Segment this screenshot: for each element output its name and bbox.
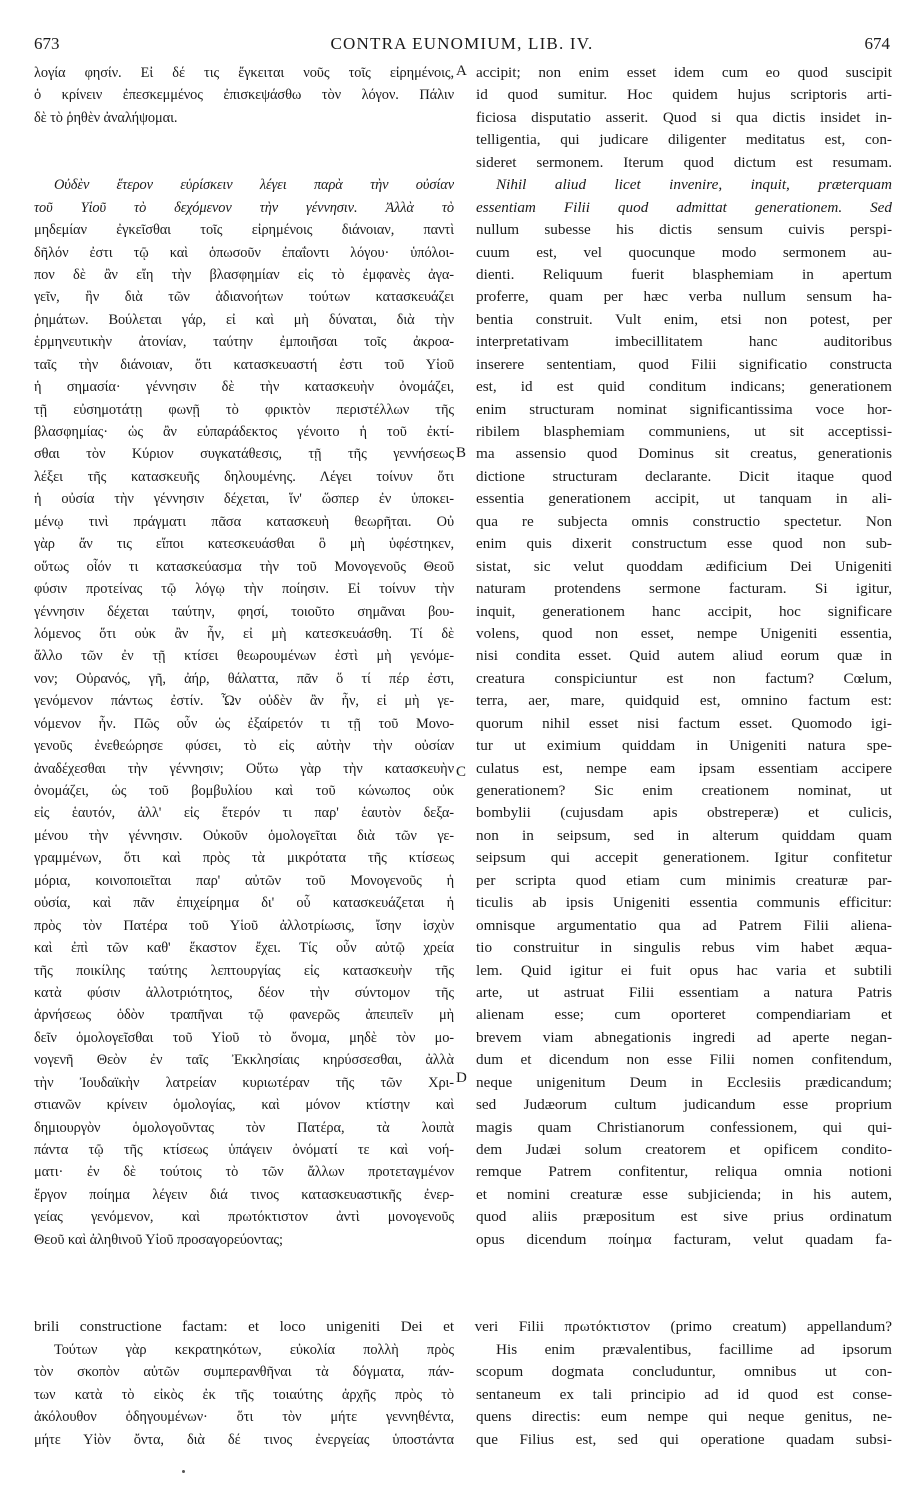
latin-text-line: non in seipsum, sed in alterum quiddam quam bbox=[476, 826, 892, 844]
greek-text-line: τὴν Ἰουδαϊκὴν λατρείαν κυριωτέραν τῆς τῶν Χρι- bbox=[34, 1074, 454, 1091]
latin-text-line: inquit, generationem hanc accipit, hoc significare bbox=[476, 602, 892, 620]
greek-text-line: λέξει τῆς κατασκευῆς δηλουμένης. Λέγει τοίνυν ὅτι bbox=[34, 468, 454, 485]
latin-text-line: id quod sumitur. Hoc quidem hujus scriptoris arti- bbox=[476, 86, 892, 104]
latin-text-line: essentia generationem accipit, ut tanquam in ali- bbox=[476, 490, 892, 508]
latin-text-line: nullum subesse his dictis sensum cuivis perspi- bbox=[476, 221, 892, 239]
latin-text-line: tio construitur in singulis rebus vim habet æqua- bbox=[476, 939, 892, 957]
latin-text-line: cuum est, vel quocunque modo sermonem au- bbox=[476, 243, 892, 261]
greek-text-line: ὀνομάζει, ὡς τοῦ βομβυλίου καὶ τοῦ κώνωπος οὐκ bbox=[34, 783, 454, 799]
latin-text-line: scopum dogmata concluduntur, omnibus ut con- bbox=[476, 1363, 892, 1381]
latin-text-line: ribilem blasphemiam communiens, ut sit acceptissi- bbox=[476, 423, 892, 440]
greek-text-line: γενόμενον πάντως ἐστίν. Ὧν οὐδὲν ἂν ἦν, εἰ μὴ γε- bbox=[34, 693, 454, 710]
greek-text-line: τῇ εὐσημοτάτῃ φωνῇ τὸ φρικτὸν περιστέλλων τῆς bbox=[34, 401, 454, 418]
latin-text-line: seipsum qui accepit generationem. Igitur confitetur bbox=[476, 849, 892, 867]
latin-text-line: essentiam Filii quod admittat generationem. Sed bbox=[476, 198, 892, 216]
greek-text-line: ταῖς τὴν διάνοιαν, ὅτι κατασκευαστή ἐστι τοῦ Υἱοῦ bbox=[34, 356, 454, 373]
greek-text-line: γεῖν, ἣν διὰ τῶν ἀδιανοήτων τούτων κατασκευάζει bbox=[34, 289, 454, 306]
latin-text-line: telligentia, qui judicare diligenter meditatus est, con- bbox=[476, 131, 892, 149]
greek-text-line: ματι· ἐν δὲ τούτοις τὸ τῶν ἄλλων προτεταγμένον bbox=[34, 1164, 454, 1181]
greek-text-line: φύσιν προτείνας τῷ λόγῳ τὴν ποίησιν. Εἰ τοίνυν τὴν bbox=[34, 581, 454, 598]
latin-text-line: accipit; non enim esset idem cum eo quod suscipit bbox=[476, 64, 892, 81]
greek-text-line: γραμμένων, ὅτι καὶ πρὸς τὰ μικρότατα τῆς κτίσεως bbox=[34, 850, 454, 867]
greek-text-line: γενοῦς ἐνεθεώρησε φύσει, τὸ εἰς αὐτὴν τὴν οὐσίαν bbox=[34, 738, 454, 755]
latin-text-line: inserere sententiam, quod Filii significatio constructa bbox=[476, 355, 892, 373]
latin-text-line: omnisque argumentatio qua ad Patrem Filii aliena- bbox=[476, 916, 892, 934]
greek-text-line: τοῦ Υἱοῦ τὸ δεχόμενον τὴν γέννησιν. Ἀλλὰ τὸ bbox=[34, 199, 454, 216]
greek-text-line: γέννησιν δέχεται ταύτην, φησί, τοιοῦτο σημᾶναι βου- bbox=[34, 603, 454, 620]
greek-text-line: ἀναδέχεσθαι τὴν γέννησιν; Οὕτω γὰρ τὴν κατασκευὴν bbox=[34, 760, 454, 777]
latin-text-line: que Filius est, sed qui operatione quadam subsi- bbox=[476, 1430, 892, 1448]
right-page-number: 674 bbox=[864, 34, 890, 53]
latin-text-line: sideret sermonem. Iterum quod dictum est resumam. bbox=[476, 153, 892, 171]
latin-text-line: terra, aer, mare, quidquid est, omnino factum est: bbox=[476, 692, 892, 710]
latin-text-line: neque unigenitum Deum in Ecclesiis prædicandum; bbox=[476, 1073, 892, 1091]
section-marker-d: D bbox=[456, 1070, 467, 1086]
latin-text-line: ticulis ab ipsis Unigeniti essentia communis efficitur: bbox=[476, 894, 892, 912]
latin-text-line: enim structuram nominat significantissima voce hor- bbox=[476, 400, 892, 418]
greek-text-line: γείας γενόμενον, καὶ πρωτόκτιστον ἀντὶ μονογενοῦς bbox=[34, 1209, 454, 1226]
greek-text-line: Θεοῦ καὶ ἀληθινοῦ Υἱοῦ προσαγορεύοντας; bbox=[34, 1231, 283, 1248]
greek-text-line: κατὰ φύσιν ἀλλοτριότητος, δέον τὴν σύντομον τῆς bbox=[34, 984, 454, 1001]
greek-text-line: πον δὲ ἂν εἴη τὴν βλασφημίαν εἰς τὸ ἐμφανὲς ἀγα- bbox=[34, 266, 454, 283]
latin-text-line: lem. Quid igitur ei fuit opus hac varia et subtili bbox=[476, 961, 892, 979]
greek-text-line: των κατὰ τὸ εἰκὸς ἐκ τῆς τοιαύτης ἀρχῆς πρὸς τὸ bbox=[34, 1386, 454, 1403]
latin-text-line: interpretativam imbecillitatem hanc auditoribus bbox=[476, 333, 892, 351]
latin-bottom-paragraph bbox=[476, 1339, 892, 1451]
greek-text-line: ῥημάτων. Βούλεται γάρ, εἰ καὶ μὴ δύναται, διὰ τὴν bbox=[34, 311, 454, 328]
greek-text-line: ὁ κρίνειν ἐπεσκεμμένος ἐπισκεψάσθω τὸν λόγον. Πάλιν bbox=[34, 87, 454, 104]
latin-text-line: est, id est quid conditum indicans; generationem bbox=[476, 378, 892, 396]
greek-text-line: Τούτων γὰρ κεκρατηκότων, εὐκολία πολλὴ πρὸς bbox=[54, 1342, 454, 1358]
greek-text-line: δῆλόν ἐστι τῷ καὶ ὁπωσοῦν ἐπαΐοντι λόγου· ὑπόλοι- bbox=[34, 244, 454, 261]
latin-text-line: ficiosa disputatio asserit. Quod si qua dictis insidet in- bbox=[476, 108, 892, 126]
greek-text-line: τὸν σκοπὸν αὐτῶν συμπερανθῆναι τὰ δόγματα, πάν- bbox=[34, 1364, 454, 1381]
latin-text-line: qua re subjecta omnis constructio spectetur. Non bbox=[476, 512, 892, 530]
greek-text-line: πάντα τῷ τῆς κτίσεως ὑπάγειν ὀνόματί τε καὶ νοή- bbox=[34, 1142, 454, 1158]
latin-text-line: dienti. Reliquum fuerit blasphemiam in apertum bbox=[476, 265, 892, 283]
greek-text-line: μόρια, κοινοποιεῖται παρ' αὐτῶν τοῦ Μονογενοῦς ἡ bbox=[34, 872, 454, 889]
greek-text-line: πρὸς τὸν Πατέρα τοῦ Υἱοῦ ἀλλοτρίωσις, ἴσην ἰσχὺν bbox=[34, 917, 454, 934]
greek-text-line: νον; Οὐρανός, γῆ, ἀήρ, θάλαττα, πᾶν ὅ τί πέρ ἐστι, bbox=[34, 670, 454, 687]
running-title: CONTRA EUNOMIUM, LIB. IV. bbox=[330, 34, 594, 53]
print-speck bbox=[182, 1470, 185, 1473]
latin-text-line: alienam esse; cum oporteret compendiariam et bbox=[476, 1006, 892, 1024]
greek-text-line: δὲ τὸ ῥηθὲν ἀναλήψομαι. bbox=[34, 109, 178, 126]
greek-text-column bbox=[34, 62, 454, 1251]
latin-text-line: volens, quod non esset, nempe Unigeniti essentia, bbox=[476, 624, 892, 642]
greek-text-line: δεῖν ὁμολογεῖσθαι τοῦ Υἱοῦ τὸ ὄνομα, μηδὲ τὸν μο- bbox=[34, 1029, 454, 1046]
latin-text-line: magis quam Christianorum confessionem, qui qui- bbox=[476, 1118, 892, 1136]
latin-text-line: dum et dicendum non esse Filii nomen confitendum, bbox=[476, 1051, 892, 1069]
latin-text-line: remque Patrem confitentur, reliqua omnia notioni bbox=[476, 1163, 892, 1181]
latin-text-line: quod aliis præpositum est sive prius ordinatum bbox=[476, 1208, 892, 1226]
latin-text-line: et nomini creaturæ esse subjicienda; in his autem, bbox=[476, 1185, 892, 1203]
section-marker-a: A bbox=[456, 63, 467, 79]
greek-text-line: Οὐδὲν ἕτερον εὑρίσκειν λέγει παρὰ τὴν οὐσίαν bbox=[54, 177, 454, 194]
greek-text-line: μένου τὴν γέννησιν. Οὐκοῦν ὁμολογεῖται διὰ τῶν γε- bbox=[34, 827, 454, 844]
latin-text-line: generationem? Sic enim creationem nominat, ut bbox=[476, 782, 892, 799]
greek-text-line: ἀρνήσεως ὁδὸν τραπῆναι τῷ φανερῶς ἀπειπεῖν μὴ bbox=[34, 1007, 454, 1024]
greek-text-line: τῆς ποικίλης ταύτης λεπτουργίας εἰς κατασκευὴν τῆς bbox=[34, 962, 454, 979]
greek-text-line: δημιουργὸν ὁμολογοῦντας τὸν Πατέρα, τὰ λοιπὰ bbox=[34, 1119, 454, 1136]
greek-text-line: σθαι τὸν Κύριον συγκατάθεσις, τῇ τῆς γεννήσεως bbox=[34, 446, 454, 463]
greek-text-line: μένῳ τινὶ πράγματι πᾶσα κατασκευὴ θεωρῆται. Οὐ bbox=[34, 513, 454, 530]
greek-text-line: νόμενον ἦν. Πῶς οὖν ὡς ἐξαίρετόν τι τῇ τοῦ Μονο- bbox=[34, 715, 454, 732]
greek-bottom-paragraph bbox=[34, 1339, 454, 1451]
latin-text-line: sistat, sic velut quoddam ædificium Dei Unigeniti bbox=[476, 557, 892, 575]
latin-text-line: nisi condita esset. Quid autem aliud eorum quæ in bbox=[476, 647, 892, 665]
latin-text-line: enim quis dixerit constructum esse quod non sub- bbox=[476, 535, 892, 553]
latin-text-line: bombylii (cujusdam apis obstreperæ) et culicis, bbox=[476, 804, 892, 822]
latin-text-line: bentia construit. Vult enim, etsi non potest, per bbox=[476, 310, 892, 328]
greek-text-line: νογενῆ Θεὸν ἐν ταῖς Ἐκκλησίαις κηρύσσεσθαι, ἀλλὰ bbox=[34, 1052, 454, 1069]
greek-text-line: οὐσία, καὶ πᾶν ἐπιχείρημα δι' οὗ κατασκευάζεται ἡ bbox=[34, 895, 454, 912]
latin-text-line: sed Judæorum cultum judicandum esse proprium bbox=[476, 1096, 892, 1114]
greek-text-line: καὶ ἐπὶ τῶν καθ' ἕκαστον ἔχει. Τίς οὖν αὐτῷ χρεία bbox=[34, 940, 454, 957]
greek-text-line: γὰρ ἄν τις εἴποι κατεσκευάσθαι ὃ μὴ ὑφέστηκεν, bbox=[34, 536, 454, 553]
greek-text-line: ἄλλο τῶν ἐν τῇ κτίσει θεωρουμένων ἐστὶ μὴ γενόμε- bbox=[34, 648, 454, 665]
greek-text-line: ἀκόλουθον ὁδηγουμένων· ὅτι τὸν μήτε γεννηθέντα, bbox=[34, 1409, 454, 1426]
latin-text-line: dem Judæi solum creatorem et opificem condito- bbox=[476, 1141, 892, 1158]
greek-text-line: εἰς ἑαυτόν, ἀλλ' εἰς ἕτερόν τι παρ' ἑαυτὸν δεξα- bbox=[34, 805, 454, 822]
latin-text-line: quorum nihil esset nisi factum esset. Quomodo igi- bbox=[476, 714, 892, 732]
latin-text-line: opus dicendum ποίημα facturam, velut quadam fa- bbox=[476, 1230, 892, 1248]
greek-text-line: μήτε Υἱὸν ὄντα, διὰ δέ τινος ἐνεργείας ὑποστάντα bbox=[34, 1431, 454, 1448]
latin-text-line: Nihil aliud licet invenire, inquit, præterquam bbox=[496, 176, 892, 194]
spanning-line: brili constructione factam: et loco unigeniti Dei et veri Filii πρωτόκτιστον (primo creatum) appellandum? bbox=[34, 1318, 892, 1335]
latin-text-line: arte, ut astruat Filii essentiam a natura Patris bbox=[476, 983, 892, 1001]
latin-text-line: per scripta quod etiam cum minimis creaturæ par- bbox=[476, 871, 892, 889]
latin-text-line: creatura conspiciuntur est non factum? Cœlum, bbox=[476, 669, 892, 687]
greek-text-line: λόμενος ὅτι οὐκ ἂν ἦν, εἰ μὴ κατεσκευάσθη. Τί δὲ bbox=[34, 625, 454, 642]
latin-text-line: His enim prævalentibus, facillime ad ipsorum bbox=[496, 1341, 892, 1358]
greek-text-line: στιανῶν κρίνειν ὁμολογίας, καὶ μόνον κτίστην καὶ bbox=[34, 1097, 454, 1114]
greek-text-line: ἡ σημασία· γέννησιν δὲ τὴν κατασκευὴν ὀνομάζει, bbox=[34, 379, 454, 396]
greek-text-line: βλασφημίας· ὡς ἂν εὐπαράδεκτος γένοιτο ἡ τοῦ ἐκτί- bbox=[34, 424, 454, 440]
greek-text-line: ἡ οὐσία τὴν γέννησιν δέχεται, ἵν' ὥσπερ ἐν ὑποκει- bbox=[34, 491, 454, 508]
greek-text-line: ἑρμηνευτικὴν ἀτονίαν, ταύτην ἐμποιῆσαι τοῖς ἀκροα- bbox=[34, 334, 454, 351]
latin-text-line: dictione structuram declarante. Dicit itaque quod bbox=[476, 467, 892, 485]
section-marker-c: C bbox=[456, 764, 467, 780]
latin-text-line: sentaneum ex tali principio ad id quod est conse- bbox=[476, 1385, 892, 1403]
latin-text-line: tur ut eximium quiddam in Unigeniti natura spe- bbox=[476, 737, 892, 755]
latin-text-line: proferre, quam per hæc verba nullum sensum ha- bbox=[476, 288, 892, 306]
latin-text-line: ma assensio quod Dominus sit creatus, generationis bbox=[476, 445, 892, 463]
section-marker-b: B bbox=[456, 445, 467, 461]
greek-text-line bbox=[34, 152, 454, 174]
greek-text-line: λογία φησίν. Εἰ δέ τις ἔγκειται νοῦς τοῖς εἰρημένοις, bbox=[34, 65, 454, 81]
greek-text-line: ἔργον ποίημα λέγειν διά τινος κατασκευαστικῆς ἐνερ- bbox=[34, 1186, 454, 1203]
latin-text-column bbox=[476, 62, 892, 1251]
page-header bbox=[34, 34, 890, 58]
latin-text-line: quens directis: eum nempe qui neque genitus, ne- bbox=[476, 1408, 892, 1426]
left-page-number: 673 bbox=[34, 34, 60, 53]
latin-text-line: brevem viam abnegationis ingredi ad aperte negan- bbox=[476, 1028, 892, 1046]
latin-text-line: naturam protendens sermone facturam. Si igitur, bbox=[476, 580, 892, 598]
greek-text-line: μηδεμίαν ἐγκεῖσθαι τοῖς εἰρημένοις διάνοιαν, παντὶ bbox=[34, 222, 454, 239]
greek-text-line bbox=[34, 129, 454, 151]
greek-text-line: οὕτως οἷόν τι κατασκεύασμα τὴν τοῦ Μονογενοῦς Θεοῦ bbox=[34, 558, 454, 575]
latin-text-line: culatus est, nempe eam ipsam essentiam accipere bbox=[476, 759, 892, 777]
